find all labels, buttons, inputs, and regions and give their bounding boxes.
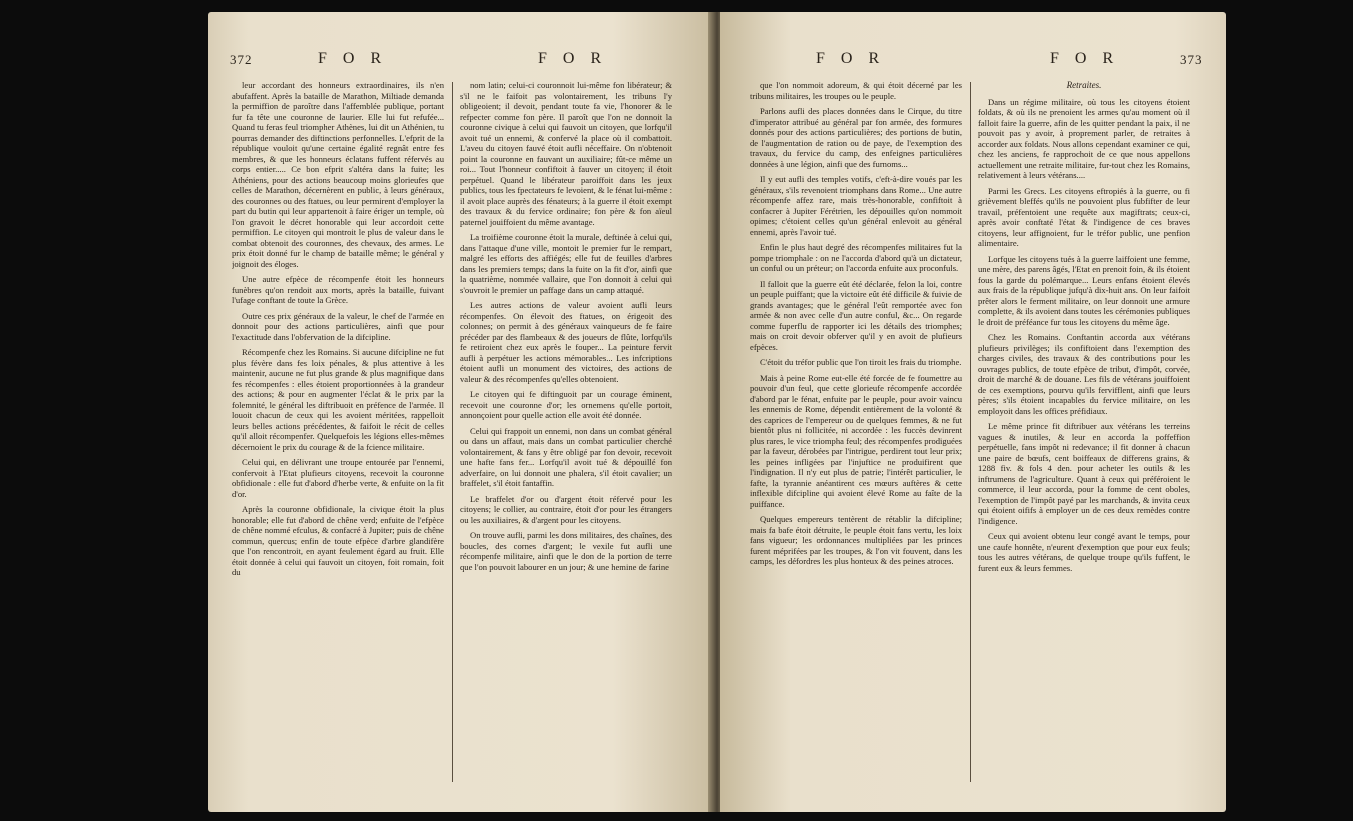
left-page [208, 12, 714, 812]
paragraph: Chez les Romains. Conftantin accorda aux vétérans plufieurs privilèges; ils confiftoient dans l'exemption des charges civiles, des travaux & des contributions pour les ouvrages publics, de toute efpèce de tribut, d'impôt, corvée, droit de marché & de douane. Les fils de vétérans jouiffoient de ces exemptions, pourvu qu'ils fervifflent, ainfi que leurs pères; s'ils étoient incapables du fervice militaire, on les employoit dans les offices préfidiaux. [978, 332, 1190, 416]
paragraph: Récompenfe chez les Romains. Si aucune difcipline ne fut plus févère dans fes loix pénales, & plus attentive à les maintenir, aucune ne fut plus grande & plus magnifique dans fes récompenfes : elles étoient proportionnées à la grandeur des actions; & pour en augmenter l'éclat & le prix par la folemnité, le général les diftribuoit en préfence de l'armée. Il louoit chacun de ceux qui les avoient méritées, rappelloit leurs belles actions précédentes, & faifoit le récit de celles qu'il alloit récompenfer. Quelquefois les légions elles-mêmes décernoient le prix du courage & de la fcience militaire. [232, 347, 444, 452]
paragraph: Une autre efpèce de récompenfe étoit les honneurs funèbres qu'on rendoit aux morts, après la bataille, fuivant l'ufage conftant de toute la Grèce. [232, 274, 444, 305]
running-head-right: F O R [1050, 50, 1120, 67]
paragraph: Après la couronne obfidionale, la civique étoit la plus honorable; elle fut d'abord de chêne verd; enfuite de l'efpèce de chêne nommé efculus, & confacré à Jupiter; puis de chêne commun, quercus; enfin de toute efpèce d'arbre glandifère que l'on rencontroit, en ayant feulement égard au fruit. Elle étoit donnée à celui qui fauvoit un citoyen, foit romain, foit du [232, 504, 444, 577]
section-heading: Retraites. [1066, 80, 1102, 90]
column-rule [452, 82, 453, 782]
paragraph: Le citoyen qui fe diftinguoit par un courage éminent, recevoit une couronne d'or; les ornemens qu'elle portoit, annonçoient pour quelle action elle avoit été donnée. [460, 389, 672, 420]
paragraph: Ceux qui avoient obtenu leur congé avant le temps, pour une caufe honnête, n'eurent d'exemption que pour eux feuls; tous les autres vétérans, de quelque troupe qu'ils fuffent, le furent eux & leurs femmes. [978, 531, 1190, 573]
page-number-left: 372 [230, 52, 253, 67]
left-page-column-1 [232, 80, 444, 796]
open-book [208, 12, 1226, 812]
paragraph: On trouve aufli, parmi les dons militaires, des chaînes, des boucles, des cornes d'argent; le vexile fut aufli une récompenfe militaire, ainfi que le don de la portion de terre que l'on pouvoit labourer en un jour; & une hemine de farine [460, 530, 672, 572]
paragraph: Les autres actions de valeur avoient aufli leurs récompenfes. On élevoit des ftatues, on érigeoit des colonnes; on permit à des généraux vainqueurs de fe faire précéder par des flambeaux & des joueurs de flûte, lorfqu'ils fe retiroient chez eux après le fouper... La peinture fervit aufli à perpétuer les actions mémorables... Les infcriptions étoient aufli un monument des victoires, des actions de valeur & des récompenfes qu'elles obtenoient. [460, 300, 672, 384]
paragraph: que l'on nommoit adoreum, & qui étoit décerné par les tribuns militaires, les troupes ou le peuple. [750, 80, 962, 101]
right-page-column-1 [750, 80, 962, 796]
running-head-left-col2: F O R [538, 50, 608, 67]
paragraph: C'étoit du tréfor public que l'on tiroit les frais du triomphe. [760, 357, 962, 367]
paragraph: Outre ces prix généraux de la valeur, le chef de l'armée en donnoit pour des actions particulières, ainfi que pour l'exactitude dans l'obfervation de la difcipline. [232, 310, 444, 342]
paragraph: Enfin le plus haut degré des récompenfes militaires fut la pompe triomphale : on ne l'accorda d'abord qu'à un dictateur, un conful ou un préteur; on l'accorda enfuite aux proconfuls. [750, 242, 962, 273]
paragraph: Il y eut aufli des temples votifs, c'eft-à-dire voués par les généraux, s'ils revenoient triomphans dans Rome... Une autre récompenfe affez rare, mais très-honorable, confiftoit à confacrer à Jupiter Férétrien, les dépouilles qu'on nommoit opimes; c'étoient celles qu'un général enlevoit au général ennemi, après l'avoir tué. [750, 174, 962, 237]
paragraph: Lorfque les citoyens tués à la guerre laiffoient une femme, une mère, des parens âgés, l'Etat en prenoit foin, & ils étoient fous la garde du polémarque... Leurs enfans étoient élevés aux frais de la république jufqu'à dix-huit ans. On leur faifoit prêter alors le ferment militaire, on leur donnoit une armure complette, & ils avoient dans toutes les cérémonies publiques le droit de préféance fur tous les citoyens du même âge. [978, 253, 1190, 327]
paragraph: La troifième couronne étoit la murale, deftinée à celui qui, dans l'attaque d'une ville, montoit le premier fur le rempart, malgré les efforts des affiégés; elle fut de feuilles d'arbres dans les premiers temps; dans la fuite on la fit d'or, ainfi que la quatrième, nommée vallaire, que l'on donnoit à celui qui s'ouvroit le premier un paffage dans un camp attaqué. [460, 232, 672, 295]
running-head-right-col1: F O R [816, 50, 886, 67]
paragraph: Parmi les Grecs. Les citoyens eftropiés à la guerre, ou fi grièvement bleffés qu'ils ne pouvoient plus fubfifter de leur travail, préfentoient une requête aux magiftrats; ceux-ci, après avoir conftaté l'état & l'indigence de ces braves citoyens, leur affignoient, fur le tréfor public, une penfion alimentaire. [978, 185, 1190, 248]
paragraph: Parlons aufli des places données dans le Cirque, du titre d'imperator attribué au général par fon armée, des formures donnés pour des actions particulières; des portions de butin, de l'augmentation de ration ou de paye, de l'exemption des travaux, du fervice du camp, des enfeignes particulières données à une légion, ainfi que des furnoms... [750, 106, 962, 169]
paragraph: Celui qui, en délivrant une troupe entourée par l'ennemi, confervoit à l'Etat plufieurs citoyens, recevoit la couronne obfidionale : elle fut d'abord d'herbe verte, & enfuite on la fit d'or. [232, 457, 444, 499]
paragraph: nom latin; celui-ci couronnoit lui-même fon libérateur; & s'il ne le faifoit pas volontairement, les tribuns l'y obligeoient; il devoit, pendant toute fa vie, l'honorer & le refpecter comme fon père. Il paroît que l'on ne donnoit la couronne civique à celui qui fauvoit un citoyen, que lorfqu'il avoit tué un ennemi, & confervé la place où il combattoit. L'aveu du citoyen fauvé étoit aufli néceffaire. On n'obtenoit point la couronne en fauvant un auxiliaire; fût-ce même un roi... Tout l'honneur confiftoit à fauver un citoyen; il étoit perpétuel. Quand le libérateur paroiffoit dans les jeux publics, tous les fpectateurs fe levoient, & le fénat lui-même : il avoit place auprès des fénateurs; à la guerre il étoit exempt des travaux & du fervice ordinaire; fon père & fon aïeul paternel jouiffoient du même avantage. [460, 80, 672, 227]
page-number-right: 373 [1180, 52, 1203, 67]
running-head-left: F O R [318, 50, 388, 67]
paragraph: leur accordant des honneurs extraordinaires, ils n'en abufaffent. Après la bataille de Marathon, Miltiade demanda la permiffion de paroître dans l'affemblée publique, portant fur fa tête une couronne de laurier. Elle lui fut refufée... Quand tu feras feul triompher Athènes, lui dit un Athénien, tu pourras demander des diftinctions perfonnelles. L'efprit de la république vouloit qu'une certaine égalité regnât entre fes membres, & que les honneurs éclatans fuffent réfervés au corps entier..... Ce bon efprit s'altéra dans la fuite; les Athéniens, pour des actions beaucoup moins glorieufes que celles de Marathon, décernèrent en public, à leurs généraux, des couronnes ou des ftatues, ou leur permirent d'employer la part du butin qui leur appartenoit à faire ériger un temple, où l'on gravoit le décret honorable qui leur accordoit cette permiffion. Le citoyen qui montroit le plus de valeur dans le combat obtenoit des couronnes, des chevaux, des armes. Le prix étoit donné fur le champ de bataille même; le général y joignoit des éloges. [232, 80, 444, 269]
paragraph: Quelques empereurs tentèrent de rétablir la difcipline; mais fa bafe étoit détruite, le peuple étoit fans vertu, les loix fans vigueur; les ordonnances multipliées par les princes furent méprifées par les troupes, & l'on vit fouvent, dans les camps, les défordres les plus honteux & des peines atroces. [750, 514, 962, 566]
paragraph: Celui qui frappoit un ennemi, non dans un combat général ou dans un affaut, mais dans un combat particulier cherché volontairement, & fans y être obligé par fon devoir, recevoit une hafte fans fer... Lorfqu'il avoit tué & dépouillé fon adverfaire, on lui donnoit une phalera, s'il étoit cavalier; un braffelet, s'il étoit fantaffin. [460, 425, 672, 488]
paragraph: Le braffelet d'or ou d'argent étoit réfervé pour les citoyens; le collier, au contraire, étoit d'or pour les étrangers ou les auxiliaires, & d'argent pour les citoyens. [460, 493, 672, 525]
right-page [720, 12, 1226, 812]
paragraph: Le même prince fit diftribuer aux vétérans les terreins vagues & inutiles, & leur en accorda la poffeffion perpétuelle, fans impôt ni redevance; il fit donner à chacun une paire de bœufs, cent boiffeaux de differens grains, & 1288 fiv. & fols 4 den. pour acheter les outils & les inftrumens de l'agriculture. Quant à ceux qui préféroient le commerce, il leur accorda, pour la fomme de cent oboles, l'exemption de l'impôt payé par les marchands, & invita ceux qui étoient oififs à employer un de ces deux remèdes contre l'indigence. [978, 421, 1190, 526]
left-page-column-2 [460, 80, 672, 796]
paragraph: Dans un régime militaire, où tous les citoyens étoient foldats, & où ils ne prenoient les armes qu'au moment où il falloit faire la guerre, afin de les quitter pendant la paix, il ne pouvoit pas y avoir, à proprement parler, de retraites à accorder aux foldats. Nous allons cependant examiner ce qui, chez les anciens, fe rapprochoit de ce que nous appellons actuellement une retraite militaire, fur-tout chez les Romains, relativement à leurs vétérans.... [978, 96, 1190, 180]
paragraph: Mais à peine Rome eut-elle été forcée de fe foumettre au pouvoir d'un feul, que cette glorieufe récompenfe accordée d'abord par le fénat, enfuite par le peuple, pour avoir vaincu les ennemis de Rome, dépendit entièrement de la volonté & des caprices de l'empereur ou de quelques femmes, & ne fut bientôt plus ni follicitée, ni accordée : les fuccès devinrent plus rares, le vice triompha feul; des récompenfes prodiguées par la faveur, dérobées par l'intrigue, perdirent tout leur prix; les peines infligées par l'injuftice ne produifirent que l'indignation. Il n'y eut plus de patrie; l'intérêt particulier, le fafte, la tyrannie anéantirent ces mœurs auftères & cette inflexible difcipline qui avoient élevé Rome au faîte de la puiffance. [750, 372, 962, 509]
paragraph: Il falloit que la guerre eût été déclarée, felon la loi, contre un peuple puiffant; que la victoire eût été difficile & fuivie de grands avantages; que le général l'eût remportée avec fon armée & non avec celle d'un autre conful, &c... On regarde comme fuperflu de rapporter ici les détails des triomphes; mais on croit devoir obferver qu'il y en avoit de plufieurs efpèces. [750, 278, 962, 352]
right-page-column-2 [978, 80, 1190, 796]
column-rule [970, 82, 971, 782]
